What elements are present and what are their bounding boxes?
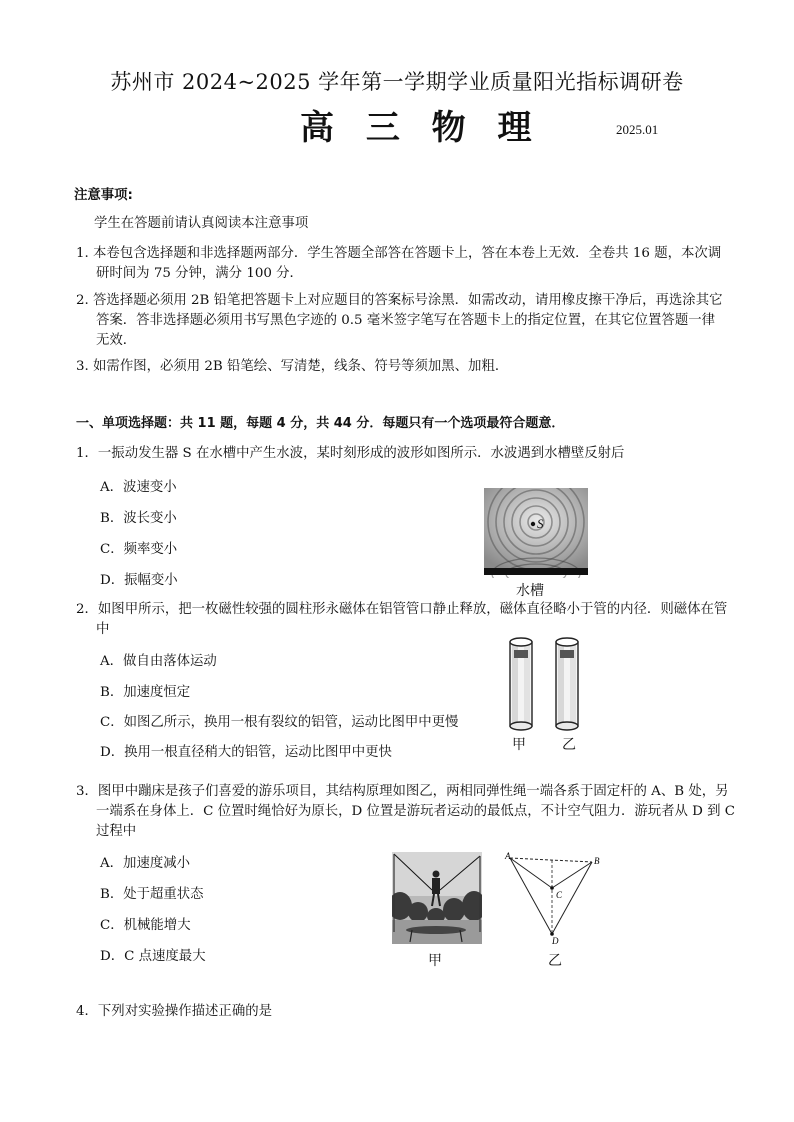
section-heading: 一、单项选择题：共 11 题，每题 4 分，共 44 分．每题只有一个选项最符合题意．: [76, 416, 565, 431]
label-c: C: [556, 890, 563, 900]
dashed-ab-line: [510, 858, 592, 862]
photo-label-jia: 甲: [428, 953, 442, 969]
tube-label-yi: 乙: [562, 737, 576, 753]
rope-a-c: [510, 858, 552, 888]
question-2-option-c: C．如图乙所示，换用一根有裂纹的铝管，运动比图甲中更慢: [100, 715, 459, 730]
tube-label-jia: 甲: [512, 737, 526, 753]
diagram-label-yi: 乙: [548, 953, 562, 969]
question-2-option-a: A．做自由落体运动: [100, 654, 217, 669]
question-1-option-c: C．频率变小: [100, 542, 178, 557]
question-1-option-b: B．波长变小: [100, 511, 177, 526]
question-1-option-a: A．波速变小: [100, 480, 177, 495]
question-3-option-d: D．C 点速度最大: [100, 949, 206, 964]
water-wave-figure: [484, 488, 588, 578]
source-label: S: [537, 516, 544, 531]
exam-date: 2025.01: [616, 122, 659, 137]
label-a: A: [505, 851, 511, 861]
exam-title: 苏州市 2024~2025 学年第一学期学业质量阳光指标调研卷: [110, 70, 684, 94]
subject-title: 高 三 物 理: [300, 108, 542, 148]
water-tank-caption: 水槽: [516, 583, 544, 599]
question-2-option-b: B．加速度恒定: [100, 685, 191, 700]
notice-item-1: 1. 本卷包含选择题和非选择题两部分．学生答题全部答在答题卡上，答在本卷上无效．全卷共 16 题，本次调研时间为 75 分钟，满分 100 分．: [76, 246, 722, 281]
question-3-stem: 3．图甲中蹦床是孩子们喜爱的游乐项目，其结构原理如图乙，两相同弹性绳一端各系于固定杆的 A、B 处，另一端系在身体上．C 位置时绳恰好为原长，D 位置是游玩者运动的最低点，不计空气阻力．游玩者从 D 到 C 过程中: [76, 784, 736, 839]
label-b: B: [594, 856, 600, 866]
question-3-option-b: B．处于超重状态: [100, 887, 204, 902]
rope-a-d: [510, 858, 552, 934]
notice-heading: 注意事项:: [74, 188, 133, 203]
point-c: [550, 886, 554, 890]
tube-yi: [556, 638, 578, 730]
question-1-stem: 1．一振动发生器 S 在水槽中产生水波，某时刻形成的波形如图所示．水波遇到水槽壁反射后: [76, 446, 625, 461]
notice-item-2: 2. 答选择题必须用 2B 铅笔把答题卡上对应题目的答案标号涂黑．如需改动，请用橡皮擦干净后，再选涂其它答案．答非选择题必须用书写黑色字迹的 0.5 毫米签字笔写在答题卡上的指定位置，在其它位置答题一律无效．: [76, 293, 723, 348]
notice-item-3: 3. 如需作图，必须用 2B 铅笔绘、写清楚，线条、符号等须加黑、加粗．: [76, 359, 509, 374]
question-2-option-d: D．换用一根直径稍大的铝管，运动比图甲中更快: [100, 745, 392, 760]
rope-b-c: [552, 862, 592, 888]
notice-intro: 学生在答题前请认真阅读本注意事项: [94, 216, 309, 231]
question-4-stem: 4．下列对实验操作描述正确的是: [76, 1004, 272, 1019]
label-d: D: [552, 936, 559, 946]
question-1-option-d: D．振幅变小: [100, 573, 178, 588]
question-3-option-a: A．加速度减小: [100, 856, 191, 871]
aluminum-tubes-figure: [502, 636, 588, 732]
trampoline-photo: [392, 852, 482, 944]
source-dot: [531, 522, 535, 526]
trampoline-diagram: [500, 850, 610, 946]
question-3-option-c: C．机械能增大: [100, 918, 191, 933]
question-2-stem: 2．如图甲所示，把一枚磁性较强的圆柱形永磁体在铝管管口静止释放，磁体直径略小于管的内径．则磁体在管中: [76, 602, 728, 637]
tube-jia: [510, 638, 532, 730]
tank-wall: [484, 568, 588, 575]
